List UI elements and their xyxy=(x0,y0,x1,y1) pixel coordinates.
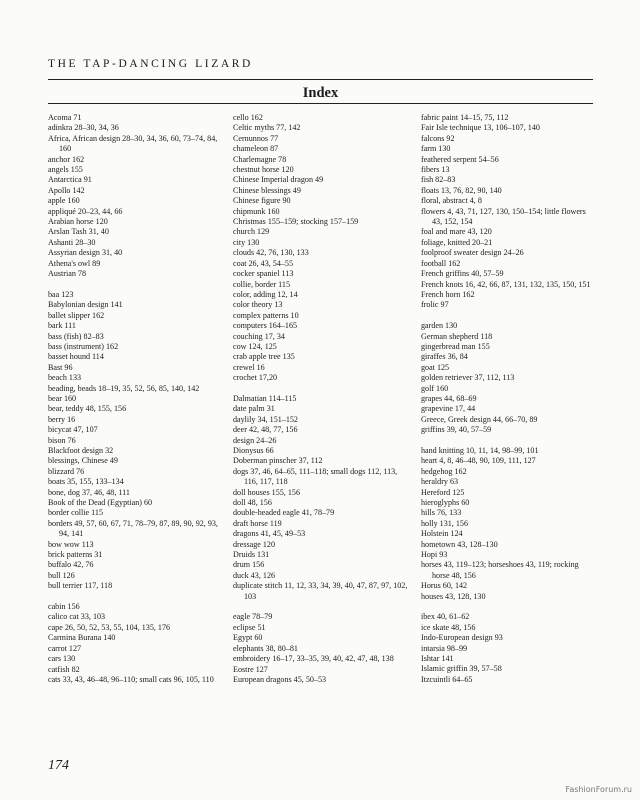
index-entry: ice skate 48, 156 xyxy=(421,622,476,632)
index-entry: hedgehog 162 xyxy=(421,466,467,476)
index-entry: ibex 40, 61–62 xyxy=(421,612,470,622)
index-entry: ballet slipper 162 xyxy=(48,310,105,320)
index-entry: chameleon 87 xyxy=(233,144,279,154)
index-entry: clouds 42, 76, 130, 133 xyxy=(233,248,309,258)
index-entry: beading, beads 18–19, 35, 52, 56, 85, 140, 142 xyxy=(48,383,200,393)
index-entry: Eostre 127 xyxy=(233,664,268,674)
index-list xyxy=(233,113,408,685)
index-entry: design 24–26 xyxy=(233,435,277,445)
index-entry: Charlemagne 78 xyxy=(233,154,287,164)
index-entry: Hopi 93 xyxy=(421,550,448,560)
index-entry: intarsia 98–99 xyxy=(421,643,468,653)
index-entry: Africa, African design 28–30, 34, 36, 60, 73–74, 84, 160 xyxy=(48,133,218,154)
index-entry: cocker spaniel 113 xyxy=(233,269,294,279)
watermark: FashionForum.ru xyxy=(565,785,632,794)
index-entry: calico cat 33, 103 xyxy=(48,612,106,622)
index-entry: bull 126 xyxy=(48,570,75,580)
letter-gap xyxy=(233,384,408,394)
page-number: 174 xyxy=(48,758,69,773)
index-entry: complex patterns 10 xyxy=(233,310,299,320)
index-entry: Indo-European design 93 xyxy=(421,633,503,643)
index-entry: bow wow 113 xyxy=(48,539,94,549)
index-entry: embroidery 16–17, 33–35, 39, 40, 42, 47, 48, 138 xyxy=(233,654,394,664)
index-entry: Babylonian design 141 xyxy=(48,300,123,310)
letter-gap xyxy=(48,280,218,290)
index-entry: griffins 39, 40, 57–59 xyxy=(421,425,492,435)
index-entry: buffalo 42, 76 xyxy=(48,560,94,570)
index-entry: chipmunk 160 xyxy=(233,206,280,216)
index-entry: Ishtar 141 xyxy=(421,654,454,664)
index-entry: hand knitting 10, 11, 14, 98–99, 101 xyxy=(421,445,539,455)
index-entry: Apollo 142 xyxy=(48,185,85,195)
index-entry: city 130 xyxy=(233,237,260,247)
index-entry: cats 33, 43, 46–48, 96–110; small cats 96, 105, 110 xyxy=(48,674,214,684)
index-entry: eclipse 51 xyxy=(233,622,266,632)
index-entry: horses 43, 119–123; horseshoes 43, 119; rocking horse 48, 156 xyxy=(421,560,579,580)
index-entry: Dalmatian 114–115 xyxy=(233,393,297,403)
index-entry: bison 76 xyxy=(48,435,76,445)
index-entry: brick patterns 31 xyxy=(48,550,103,560)
index-entry: foolproof sweater design 24–26 xyxy=(421,248,524,258)
index-entry: Celtic myths 77, 142 xyxy=(233,123,301,133)
section-title: Index xyxy=(302,85,339,101)
index-entry: foliage, knitted 20–21 xyxy=(421,237,493,247)
index-entry: bull terrier 117, 118 xyxy=(48,581,113,591)
index-entry: dogs 37, 46, 64–65, 111–118; small dogs 112, 113, 116, 117, 118 xyxy=(233,466,398,487)
letter-gap xyxy=(233,602,408,612)
index-entry: Arabian horse 120 xyxy=(48,217,108,227)
index-column-3 xyxy=(421,113,596,685)
index-entry: fish 82–83 xyxy=(421,175,456,185)
index-entry: holly 131, 156 xyxy=(421,518,468,528)
index-entry: apple 160 xyxy=(48,196,80,206)
index-entry: bear 160 xyxy=(48,393,77,403)
index-entry: drum 156 xyxy=(233,560,265,570)
index-entry: elephants 38, 80–81 xyxy=(233,643,298,653)
index-entry: Carmina Burana 140 xyxy=(48,633,116,643)
index-entry: heart 4, 8, 46–48, 90, 109, 111, 127 xyxy=(421,456,536,466)
running-title: THE TAP-DANCING LIZARD xyxy=(48,58,253,70)
index-entry: boats 35, 155, 133–134 xyxy=(48,477,124,487)
index-entry: dragons 41, 45, 49–53 xyxy=(233,529,306,539)
index-entry: Acoma 71 xyxy=(48,113,82,122)
index-entry: feathered serpent 54–56 xyxy=(421,154,499,164)
index-entry: Book of the Dead (Egyptian) 60 xyxy=(48,498,153,508)
index-entry: duck 43, 126 xyxy=(233,570,276,580)
index-entry: Chinese blessings 49 xyxy=(233,185,301,195)
index-entry: European dragons 45, 50–53 xyxy=(233,674,327,684)
index-entry: Cernunnos 77 xyxy=(233,133,279,143)
index-entry: hieroglyphs 60 xyxy=(421,498,470,507)
index-entry: fibers 13 xyxy=(421,165,450,175)
index-entry: bear, teddy 48, 155, 156 xyxy=(48,404,127,414)
index-entry: German shepherd 118 xyxy=(421,331,493,341)
index-entry: garden 130 xyxy=(421,321,458,331)
index-entry: Antarctica 91 xyxy=(48,175,92,185)
index-entry: Greece, Greek design 44, 66–70, 89 xyxy=(421,414,538,424)
index-entry: Druids 131 xyxy=(233,550,270,560)
index-entry: grapes 44, 68–69 xyxy=(421,393,477,403)
index-entry: goat 125 xyxy=(421,362,450,372)
index-entry: Hereford 125 xyxy=(421,487,465,497)
index-entry: draft horse 119 xyxy=(233,518,282,528)
index-entry: date palm 31 xyxy=(233,404,275,414)
index-list xyxy=(421,113,596,685)
index-entry: coat 26, 43, 54–55 xyxy=(233,258,294,268)
index-entry: gingerbread man 155 xyxy=(421,341,490,351)
index-entry: anchor 162 xyxy=(48,154,85,164)
index-entry: hills 76, 133 xyxy=(421,508,462,518)
index-entry: flowers 4, 43, 71, 127, 130, 150–154; little flowers 43, 152, 154 xyxy=(421,206,586,227)
index-entry: daylily 34, 151–152 xyxy=(233,414,298,424)
index-entry: crab apple tree 135 xyxy=(233,352,295,362)
letter-gap xyxy=(421,311,596,321)
index-entry: borders 49, 57, 60, 67, 71, 78–79, 87, 89, 90, 92, 93, 94, 141 xyxy=(48,518,218,539)
index-entry: Assyrian design 31, 40 xyxy=(48,248,123,258)
index-entry: Athena's owl 89 xyxy=(48,258,101,268)
index-entry: floats 13, 76, 82, 90, 140 xyxy=(421,185,502,195)
index-entry: falcons 92 xyxy=(421,133,455,143)
index-entry: Islamic griffin 39, 57–58 xyxy=(421,664,502,674)
index-entry: bone, dog 37, 46, 48, 111 xyxy=(48,487,130,497)
index-entry: deer 42, 48, 77, 156 xyxy=(233,425,298,435)
index-entry: crochet 17,20 xyxy=(233,373,278,383)
index-entry: bass (fish) 82–83 xyxy=(48,331,104,341)
index-entry: Itzcuintli 64–65 xyxy=(421,674,473,684)
index-entry: baa 123 xyxy=(48,289,74,299)
index-entry: cape 26, 50, 52, 53, 55, 104, 135, 176 xyxy=(48,622,171,632)
index-column-1 xyxy=(48,113,218,685)
index-entry: couching 17, 34 xyxy=(233,331,285,341)
index-entry: Dionysus 66 xyxy=(233,445,274,455)
index-entry: color theory 13 xyxy=(233,300,283,310)
index-entry: blessings, Chinese 49 xyxy=(48,456,118,466)
index-entry: double-headed eagle 41, 78–79 xyxy=(233,508,335,518)
index-entry: chestnut horse 120 xyxy=(233,165,294,175)
index-entry: bark 111 xyxy=(48,321,76,331)
index-entry: frolic 97 xyxy=(421,300,449,310)
index-entry: Arslan Tash 31, 40 xyxy=(48,227,109,237)
index-entry: catfish 82 xyxy=(48,664,80,674)
title-rule xyxy=(48,103,593,104)
index-entry: Holstein 124 xyxy=(421,529,463,539)
index-entry: doll 48, 156 xyxy=(233,498,272,508)
letter-gap xyxy=(48,592,218,602)
index-entry: French knots 16, 42, 66, 87, 131, 132, 135, 150, 151 xyxy=(421,279,591,289)
index-entry: angels 155 xyxy=(48,165,83,175)
index-entry: Ashanti 28–30 xyxy=(48,237,96,247)
index-entry: Fair Isle technique 13, 106–107, 140 xyxy=(421,123,540,133)
index-entry: bicycat 47, 107 xyxy=(48,425,98,435)
index-entry: adinkra 28–30, 34, 36 xyxy=(48,123,119,133)
index-entry: Chinese Imperial dragon 49 xyxy=(233,175,324,185)
index-entry: houses 43, 128, 130 xyxy=(421,591,486,601)
index-entry: carrot 127 xyxy=(48,643,82,653)
index-entry: French horn 162 xyxy=(421,289,475,299)
letter-gap xyxy=(421,602,596,612)
index-entry: Christmas 155–159; stocking 157–159 xyxy=(233,217,359,227)
index-entry: fabric paint 14–15, 75, 112 xyxy=(421,113,509,122)
index-entry: grapevine 17, 44 xyxy=(421,404,476,414)
index-entry: cars 130 xyxy=(48,654,76,664)
index-entry: berry 16 xyxy=(48,414,76,424)
index-entry: bass (instrument) 162 xyxy=(48,341,119,351)
index-entry: basset hound 114 xyxy=(48,352,104,362)
index-entry: cello 162 xyxy=(233,113,263,122)
index-entry: golden retriever 37, 112, 113 xyxy=(421,373,515,383)
index-entry: dressage 120 xyxy=(233,539,276,549)
index-entry: giraffes 36, 84 xyxy=(421,352,468,362)
index-entry: blizzard 76 xyxy=(48,466,85,476)
index-entry: beach 133 xyxy=(48,373,82,383)
letter-gap xyxy=(421,436,596,446)
index-entry: Bast 96 xyxy=(48,362,73,372)
index-entry: Blackfoot design 32 xyxy=(48,445,114,455)
index-entry: cabin 156 xyxy=(48,602,80,612)
index-entry: color, adding 12, 14 xyxy=(233,289,298,299)
index-entry: appliqué 20–23, 44, 66 xyxy=(48,206,123,216)
index-entry: farm 130 xyxy=(421,144,451,154)
index-entry: eagle 78–79 xyxy=(233,612,273,622)
index-columns xyxy=(0,113,640,738)
index-entry: computers 164–165 xyxy=(233,321,298,331)
index-entry: floral, abstract 4, 8 xyxy=(421,196,482,206)
index-entry: football 162 xyxy=(421,258,461,268)
index-entry: crewel 16 xyxy=(233,362,265,372)
index-entry: duplicate stitch 11, 12, 33, 34, 39, 40, 47, 87, 97, 102, 103 xyxy=(233,581,408,601)
index-entry: cow 124, 125 xyxy=(233,341,277,351)
index-entry: Austrian 78 xyxy=(48,269,86,279)
index-entry: border collie 115 xyxy=(48,508,103,518)
index-column-2 xyxy=(233,113,408,685)
index-entry: Horus 60, 142 xyxy=(421,581,468,591)
index-entry: heraldry 63 xyxy=(421,477,459,487)
header-rule xyxy=(48,79,593,80)
index-entry: hometown 43, 128–130 xyxy=(421,539,498,549)
index-entry: foal and mare 43, 120 xyxy=(421,227,492,237)
index-entry: golf 160 xyxy=(421,383,449,393)
index-entry: Egypt 60 xyxy=(233,633,263,643)
index-entry: Chinese figure 90 xyxy=(233,196,291,206)
index-entry: Doberman pinscher 37, 112 xyxy=(233,456,323,466)
index-entry: doll houses 155, 156 xyxy=(233,487,300,497)
index-entry: French griffins 40, 57–59 xyxy=(421,269,504,279)
index-entry: collie, border 115 xyxy=(233,279,291,289)
index-entry: church 129 xyxy=(233,227,270,237)
index-list xyxy=(48,113,218,685)
